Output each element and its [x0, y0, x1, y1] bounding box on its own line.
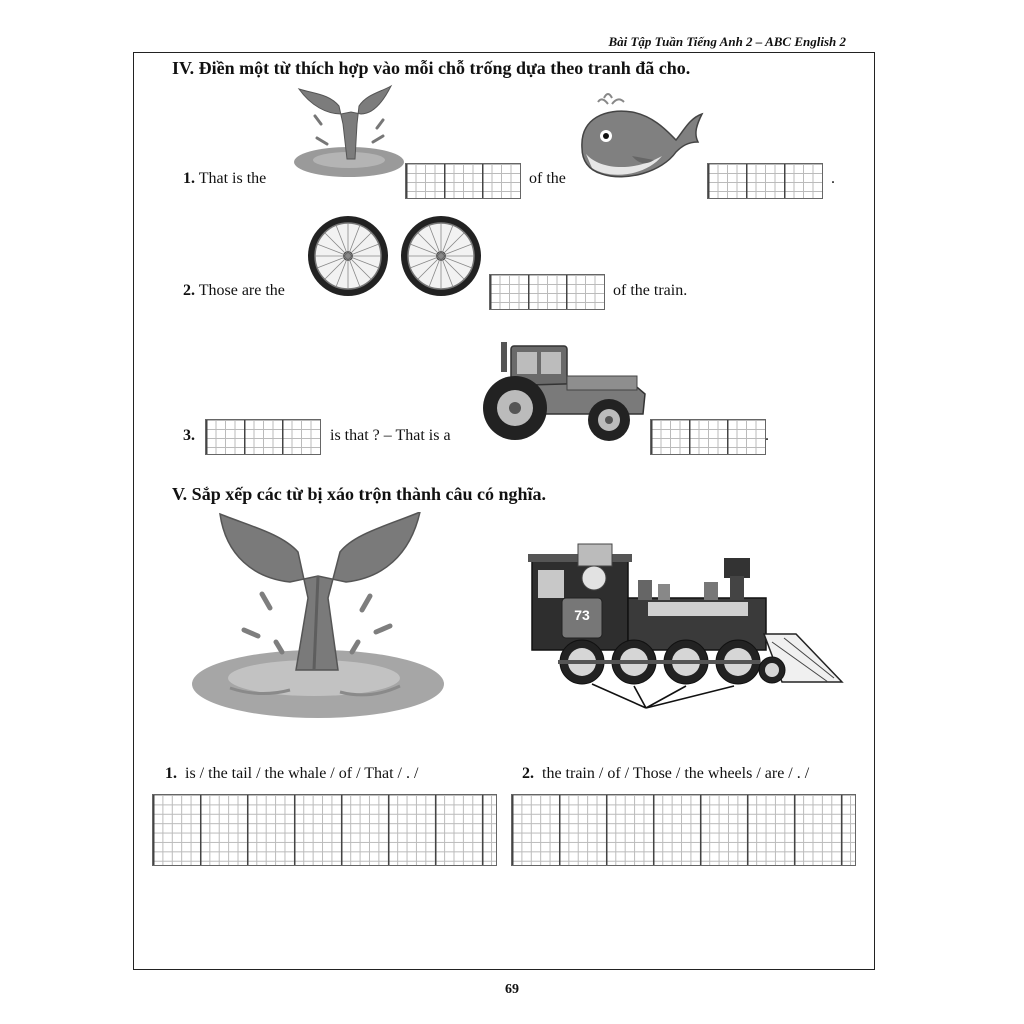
whale-tail-icon	[190, 512, 450, 722]
item-3-number	[183, 427, 195, 445]
answer-grid-1[interactable]	[152, 794, 497, 866]
wheels-icon	[306, 216, 486, 296]
item-text: the train / of / Those / the wheels / are / . /	[542, 765, 810, 782]
reorder-item-2	[522, 765, 809, 783]
answer-box[interactable]	[707, 163, 823, 199]
item-text: of the train.	[613, 282, 688, 299]
reorder-item-1	[165, 765, 418, 783]
section-4-title: IV. Điền một từ thích hợp vào mỗi chỗ trống dựa theo tranh đã cho.	[172, 58, 691, 78]
answer-box[interactable]	[205, 419, 321, 455]
item-number: 2.	[183, 282, 195, 299]
whale-tail-small-icon	[287, 84, 405, 182]
item-text: That is the	[198, 170, 267, 187]
item-text: .	[765, 427, 769, 444]
item-1-sentence-start	[183, 170, 266, 188]
item-text: of the	[529, 170, 566, 187]
item-number: 1.	[183, 170, 195, 187]
item-text: Those are the	[198, 282, 285, 299]
answer-grid-2[interactable]	[511, 794, 856, 866]
page-number: 69	[505, 982, 519, 997]
item-text: is / the tail / the whale / of / That / . /	[185, 765, 419, 782]
answer-box[interactable]	[650, 419, 766, 455]
page-header: Bài Tập Tuần Tiếng Anh 2 – ABC English 2	[608, 34, 846, 49]
item-number: 1.	[165, 765, 177, 782]
item-number: 2.	[522, 765, 534, 782]
section-5-title: V. Sắp xếp các từ bị xáo trộn thành câu có nghĩa.	[172, 484, 547, 504]
answer-box[interactable]	[405, 163, 521, 199]
whale-icon	[576, 90, 706, 188]
train-number: 73	[574, 607, 590, 623]
train-icon	[528, 542, 846, 712]
answer-box[interactable]	[489, 274, 605, 310]
item-text: .	[831, 170, 835, 187]
item-text: is that ? – That is a	[330, 427, 451, 444]
item-number: 3.	[183, 427, 195, 444]
item-2-sentence-start	[183, 282, 285, 300]
tractor-icon	[481, 336, 649, 442]
